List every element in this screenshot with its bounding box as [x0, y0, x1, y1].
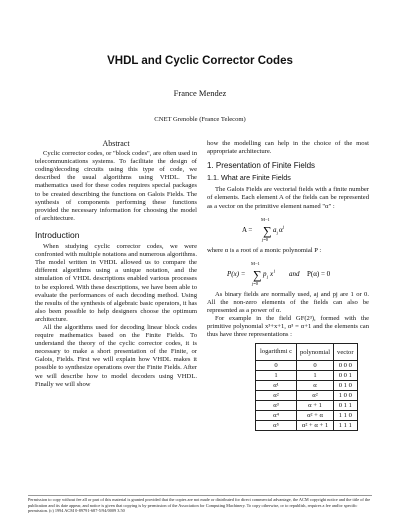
gf-representation-table	[255, 343, 358, 431]
intro-paragraph-2: All the algorithms used for decoding linear block codes require mathematics based on the Finite Fields. To understand the theory of the cyclic corrector codes, it is necessary to make a short presentation of the Finite, or Galois, Fields. First we will explain how VHDL makes it possible to synthesize operations over the Finite Fields. After we will describe how to model decoders using VHDL. Finally we will show	[35, 323, 197, 388]
table-row	[256, 411, 358, 421]
table-cell: 1 0 0	[334, 391, 357, 401]
table-cell: α + 1	[297, 401, 334, 411]
eq1-sum-top: M−1	[261, 216, 270, 222]
sum-symbol: ∑	[263, 223, 272, 238]
eq1-sum-bottom: j=0	[262, 236, 269, 242]
introduction-heading: Introduction	[35, 229, 80, 240]
abstract-text: Cyclic corrector codes, or "block codes", are often used in telecommunications systems. To facilitate the design of coding/decoding circuits using this type of code, we described the usual algorithms using VHDL. The mathematics used for these codes requires special packages to be created describing the functions on Galois Fields. The synthesis of components performing these functions provided the necessary information for choosing the model of architecture.	[35, 150, 197, 222]
table-cell: 1	[297, 371, 334, 381]
sum-symbol-2: ∑	[253, 267, 262, 282]
table-header-cell: logarithmi c	[256, 344, 297, 361]
equation-polynomial	[207, 257, 369, 287]
table-header-row	[256, 344, 358, 361]
section-1-paragraph-2: where α is a root of a monic polynomial P :	[207, 246, 322, 254]
eq1-term: a	[273, 225, 277, 234]
eq2-sum-top: M−1	[251, 260, 260, 266]
eq2-term-sub: j	[267, 273, 269, 279]
eq2-cond: P(α) = 0	[307, 269, 331, 278]
section-1-1-heading: 1.1. What are Finite Fields	[207, 173, 291, 183]
table-cell: α² + α	[297, 411, 334, 421]
table-cell: α³	[256, 401, 297, 411]
table-cell: 1 1 1	[334, 421, 357, 431]
eq2-term: p	[263, 269, 267, 278]
author-name: France Mendez	[173, 88, 227, 98]
table-cell: 0 1 0	[334, 381, 357, 391]
eq2-sum-bottom: j=0	[252, 280, 259, 286]
table-cell: α	[297, 381, 334, 391]
section-1-paragraph-1: The Galois Fields are vectorial fields with a finite number of elements. Each element A of the fields can be represented as a vector on the primitive element named "α" :	[207, 186, 369, 210]
table-row	[256, 391, 358, 401]
left-column	[35, 140, 197, 389]
footer-rule	[28, 495, 372, 496]
eq2-x: x	[270, 269, 274, 278]
table-row	[256, 361, 358, 371]
table-cell: 0	[256, 361, 297, 371]
table-cell: 0	[297, 361, 334, 371]
section-1-paragraph-4: For example in the field GF(2³), formed with the primitive polynomial x³+x+1, α³ = α+1 and the elements can thus have three representations :	[207, 315, 369, 339]
table-header-cell: polynomial	[297, 344, 334, 361]
table-cell: α⁵	[256, 421, 297, 431]
equation-vector	[207, 213, 369, 243]
table-cell: 0 0 0	[334, 361, 357, 371]
table-row	[256, 381, 358, 391]
table-cell: 1 1 0	[334, 411, 357, 421]
table-cell: α⁴	[256, 411, 297, 421]
eq1-term-sup: j	[283, 223, 285, 229]
table-cell: 0 1 1	[334, 401, 357, 411]
intro-paragraph-2-continued: how the modelling can help in the choice of the most appropriate architecture.	[207, 140, 369, 156]
table-cell: α² + α + 1	[297, 421, 334, 431]
eq1-alpha: α	[279, 225, 283, 234]
table-cell: 0 0 1	[334, 371, 357, 381]
table-row	[256, 401, 358, 411]
table-cell: α²	[256, 391, 297, 401]
table-cell: α¹	[256, 381, 297, 391]
intro-paragraph-1: When studying cyclic corrector codes, we were confronted with multiple notations and numerous algorithms. The model written in VHDL allowed us to compare the different algorithms using a unique notation, and the simulation of VHDL descriptions enabled various processes to be explored. With these descriptions, we have been able to evaluate the performances of each decoding method. Using the results of the synthesis of algebraic basic operators, it has also been possible to help designers choose the optimum architecture.	[35, 243, 197, 323]
table-row	[256, 421, 358, 431]
eq2-and: and	[289, 269, 300, 278]
table-row	[256, 371, 358, 381]
paper-title: VHDL and Cyclic Corrector Codes	[107, 55, 293, 67]
abstract-heading: Abstract	[102, 139, 130, 148]
eq2-lhs: P(x) =	[227, 269, 246, 278]
table-header-cell: vector	[334, 344, 357, 361]
affiliation: CNET Grenoble (France Telecom)	[154, 116, 246, 123]
eq1-term-sub: j	[276, 229, 278, 235]
table-cell: α²	[297, 391, 334, 401]
table-cell: 1	[256, 371, 297, 381]
section-1-heading: 1. Presentation of Finite Fields	[207, 161, 316, 171]
eq2-x-sup: j	[274, 267, 276, 273]
copyright-footer: Permission to copy without fee all or part of this material is granted provided that the copies are not made or distributed for direct commercial advantage, the ACM copyright notice and the title of the publication and its date appear, and notice is given that copying is by permission of the Association for Computing Machinery. To copy otherwise, or to republish, requires a fee and/or specific permission. (c) 1994 ACM 0-89791-687-5/94/0009 3.50	[28, 497, 371, 514]
section-1-paragraph-3: As binary fields are normally used, aj and pj are 1 or 0. All the non-zero elements of the fields can also be represented as a power of α.	[207, 290, 369, 314]
eq1-lhs: A =	[242, 225, 253, 234]
right-column	[207, 140, 369, 431]
